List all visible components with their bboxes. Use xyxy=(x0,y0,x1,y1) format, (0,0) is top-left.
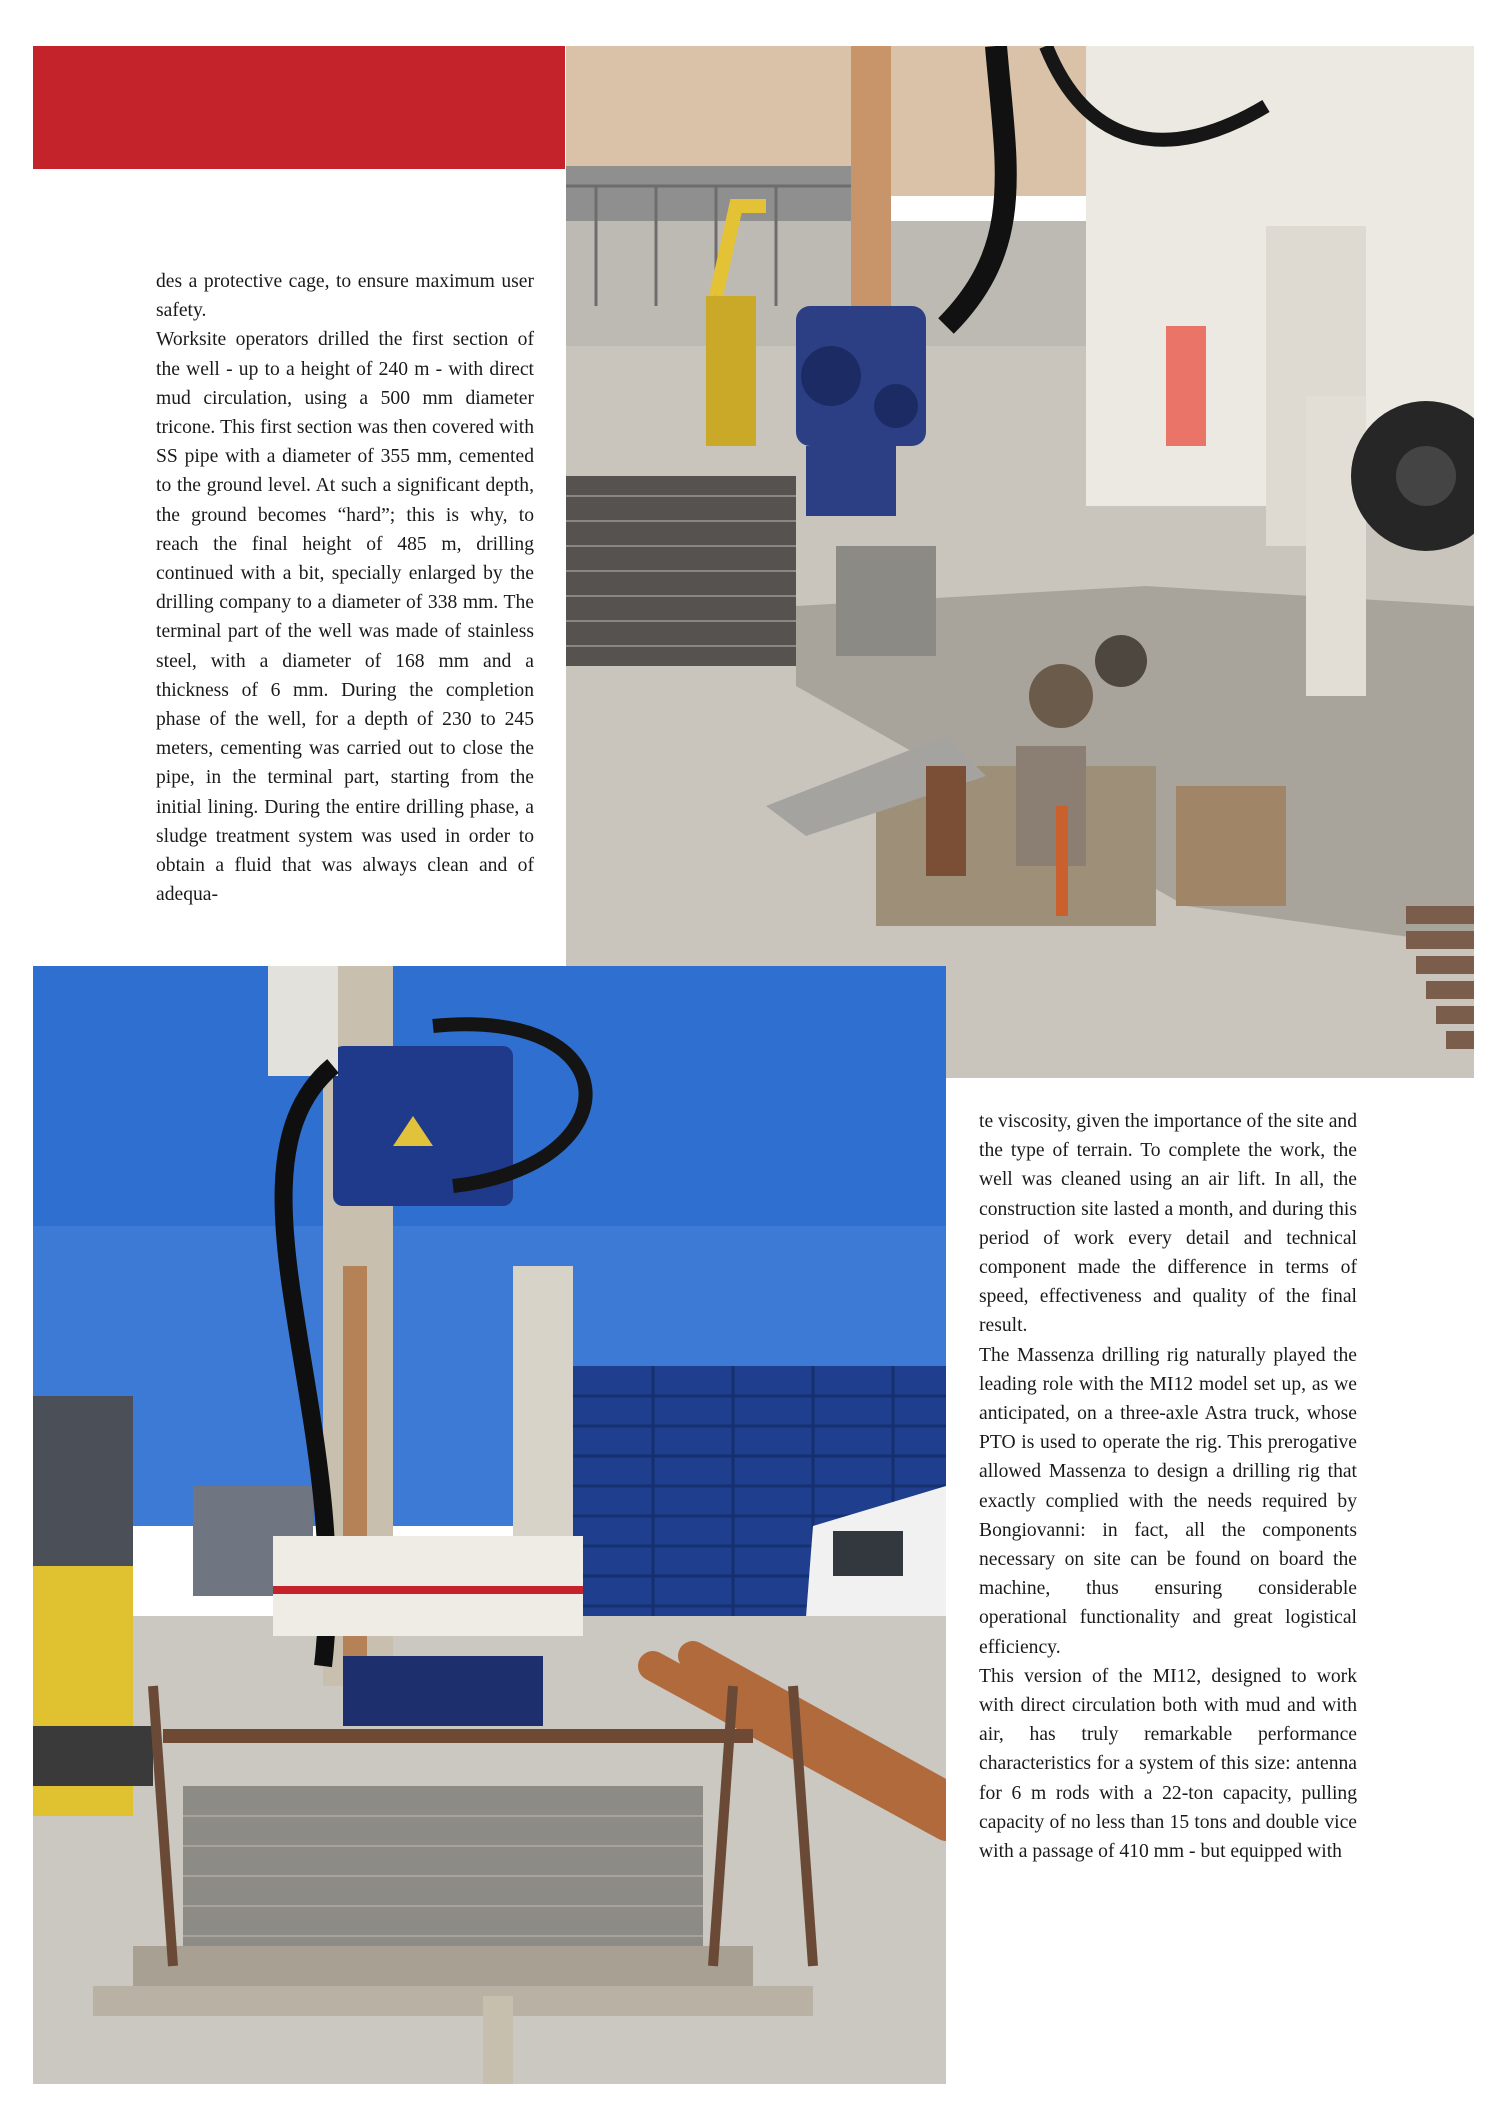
article-right-column xyxy=(979,1107,1357,1866)
article-left-paragraph: des a protective cage, to ensure maximum user safety. xyxy=(156,271,534,322)
drilling-rig-closeup-photo xyxy=(566,46,1474,1078)
article-left-column xyxy=(156,267,534,909)
drilling-rig-wide-photo xyxy=(33,966,946,2084)
article-right-paragraph: This version of the MI12, designed to work with direct circulation both with mud and with air, has truly remarkable performance characteristics for a system of this size: antenna for 6 m rods with a 22-ton capacity, pulling capacity of no less than 15 tons and double vice with a passage of 410 mm - but equipped with xyxy=(979,1665,1357,1863)
article-right-paragraph: te viscosity, given the importance of the site and the type of terrain. To complete the work, the well was cleaned using an air lift. In all, the construction site lasted a month, and during this period of work every detail and technical component made the difference in terms of speed, effectiveness and quality of the final result. xyxy=(979,1111,1357,1337)
red-accent-band xyxy=(33,46,565,169)
article-left-paragraph: Worksite operators drilled the first section of the well - up to a height of 240 m - with direct mud circulation, using a 500 mm diameter tricone. This first section was then covered with SS pipe with a diameter of 355 mm, cemented to the ground level. At such a significant depth, the ground becomes “hard”; this is why, to reach the final height of 485 m, drilling continued with a bit, specially enlarged by the drilling company to a diameter of 338 mm. The terminal part of the well was made of stainless steel, with a diameter of 168 mm and a thickness of 6 mm. During the completion phase of the well, for a depth of 230 to 245 meters, cementing was carried out to close the pipe, in the terminal part, starting from the initial lining. During the entire drilling phase, a sludge treatment system was used in order to obtain a fluid that was always clean and of adequa- xyxy=(156,329,534,906)
article-right-paragraph: The Massenza drilling rig naturally played the leading role with the MI12 model set up, as we anticipated, on a three-axle Astra truck, whose PTO is used to operate the rig. This prerogative allowed Massenza to design a drilling rig that exactly complied with the needs required by Bongiovanni: in fact, all the components necessary on site can be found on board the machine, thus ensuring considerable operational functionality and great logistical efficiency. xyxy=(979,1344,1357,1658)
